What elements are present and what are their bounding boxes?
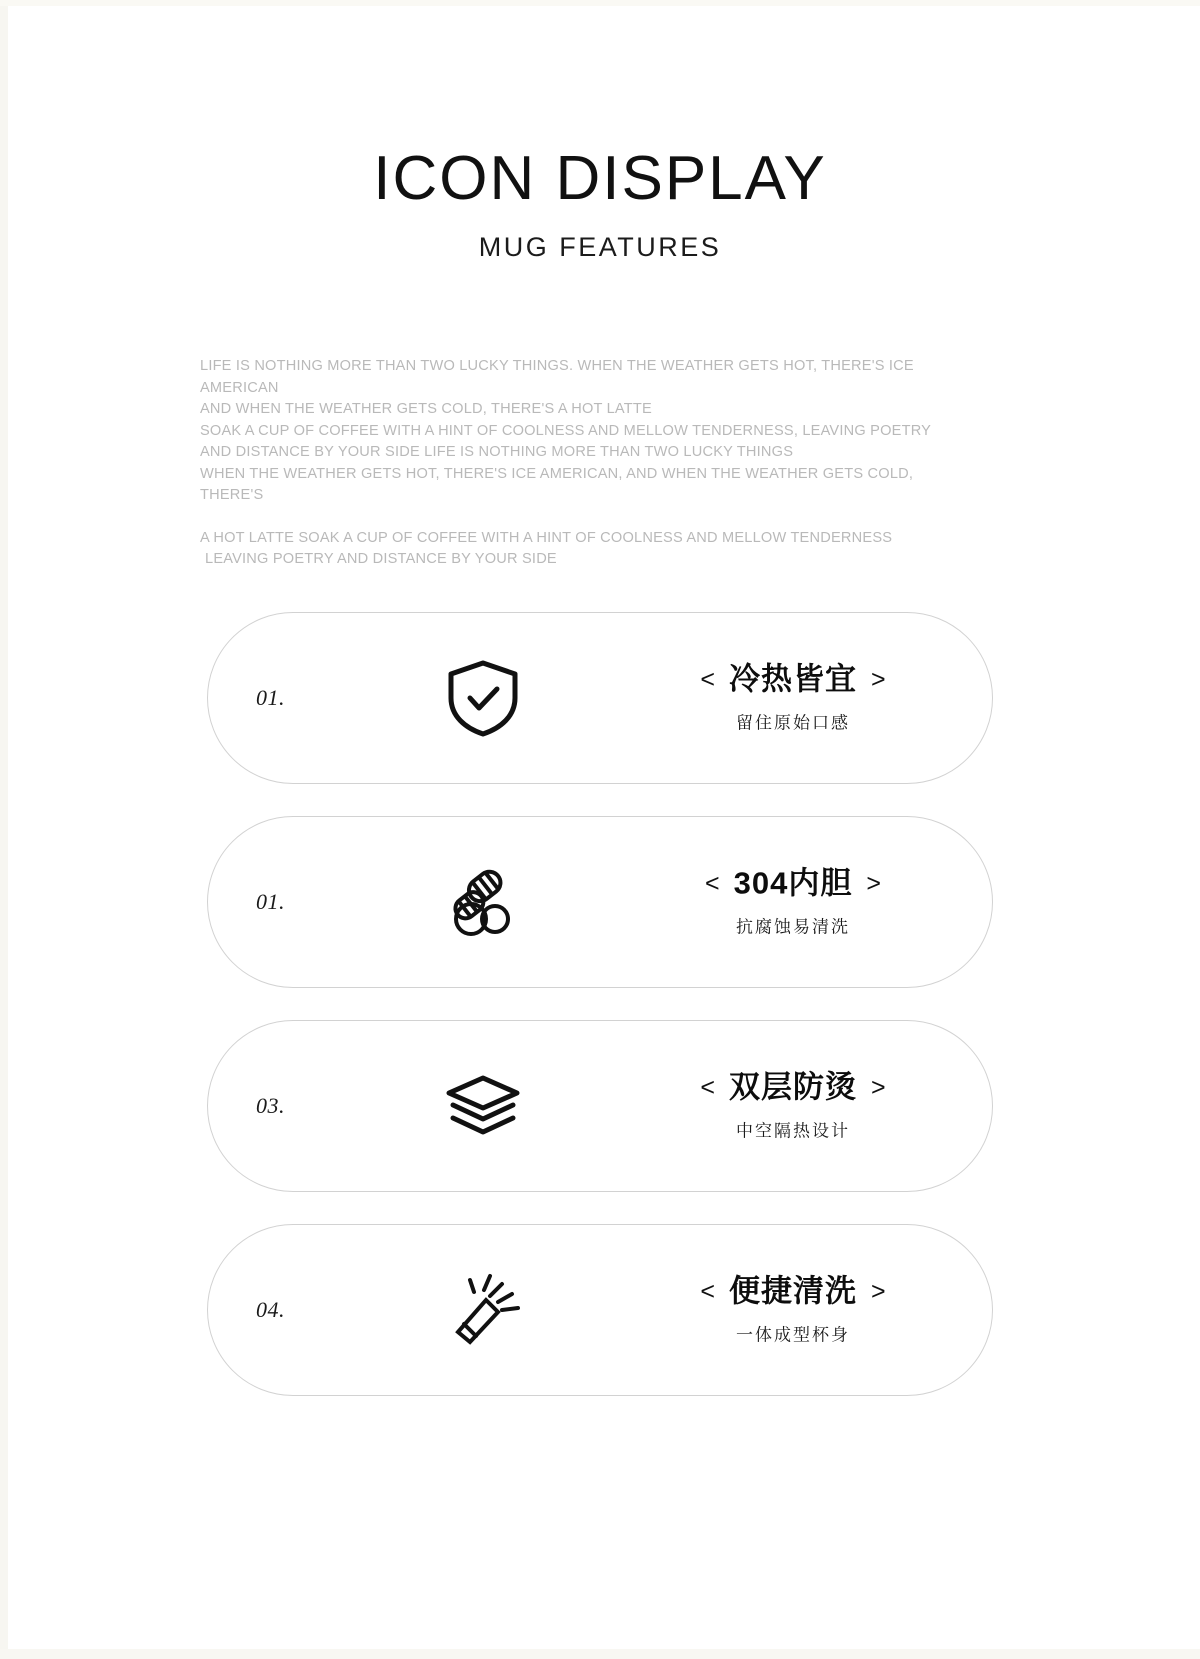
bracket-left-icon: <: [700, 1277, 715, 1305]
card-title: 冷热皆宜: [729, 661, 857, 697]
bracket-right-icon: >: [871, 665, 886, 693]
bracket-left-icon: <: [700, 665, 715, 693]
card-text: [628, 662, 958, 733]
bracket-right-icon: >: [871, 1277, 886, 1305]
steel-layers-icon: [440, 859, 526, 945]
page-header: [0, 144, 1200, 263]
page-subtitle: MUG FEATURES: [478, 232, 722, 262]
paragraph-line-2: AND WHEN THE WEATHER GETS COLD, THERE'S A HOT LATTE: [200, 401, 652, 417]
card-title: 304内胆: [733, 865, 853, 901]
card-index: 01.: [256, 889, 285, 914]
feature-card[interactable]: [207, 612, 993, 784]
bracket-left-icon: <: [705, 869, 720, 897]
stacked-layers-icon: [440, 1063, 526, 1149]
feature-card-list: [0, 612, 1200, 1428]
spray-clean-icon: [440, 1267, 526, 1353]
card-title: 便捷清洗: [729, 1273, 857, 1309]
paragraph-line-3: SOAK A CUP OF COFFEE WITH A HINT OF COOLNESS AND MELLOW TENDERNESS, LEAVING POETRY: [200, 422, 932, 439]
bracket-left-icon: <: [700, 1073, 715, 1101]
feature-card[interactable]: [207, 1020, 993, 1192]
intro-paragraph: [200, 356, 960, 571]
bracket-right-icon: >: [866, 869, 881, 897]
card-subtitle: 中空隔热设计: [736, 1121, 850, 1141]
card-text: [628, 1070, 958, 1141]
paper-edge-bottom: [0, 1649, 1200, 1659]
paragraph-line-4: AND DISTANCE BY YOUR SIDE LIFE IS NOTHING MORE THAN TWO LUCKY THINGS: [200, 444, 794, 460]
card-subtitle: 抗腐蚀易清洗: [736, 917, 850, 937]
paragraph-line-7: LEAVING POETRY AND DISTANCE BY YOUR SIDE: [205, 551, 557, 567]
card-index: 01.: [256, 685, 285, 710]
bracket-right-icon: >: [871, 1073, 886, 1101]
paragraph-line-1: LIFE IS NOTHING MORE THAN TWO LUCKY THINGS. WHEN THE WEATHER GETS HOT, THERE'S ICE AMERICAN: [200, 358, 914, 396]
page-title: ICON DISPLAY: [373, 144, 827, 213]
feature-card[interactable]: [207, 816, 993, 988]
card-title: 双层防烫: [729, 1069, 857, 1105]
card-subtitle: 一体成型杯身: [736, 1325, 850, 1345]
paragraph-line-6: A HOT LATTE SOAK A CUP OF COFFEE WITH A HINT OF COOLNESS AND MELLOW TENDERNESS: [200, 529, 893, 546]
card-text: [628, 866, 958, 937]
shield-check-icon: [440, 655, 526, 741]
paper-edge-top: [0, 0, 1200, 6]
paragraph-line-5: WHEN THE WEATHER GETS HOT, THERE'S ICE AMERICAN, AND WHEN THE WEATHER GETS COLD, THERE'S: [200, 465, 914, 503]
feature-card[interactable]: [207, 1224, 993, 1396]
card-subtitle: 留住原始口感: [736, 713, 850, 733]
card-index: 04.: [256, 1297, 285, 1322]
card-index: 03.: [256, 1093, 285, 1118]
card-text: [628, 1274, 958, 1345]
